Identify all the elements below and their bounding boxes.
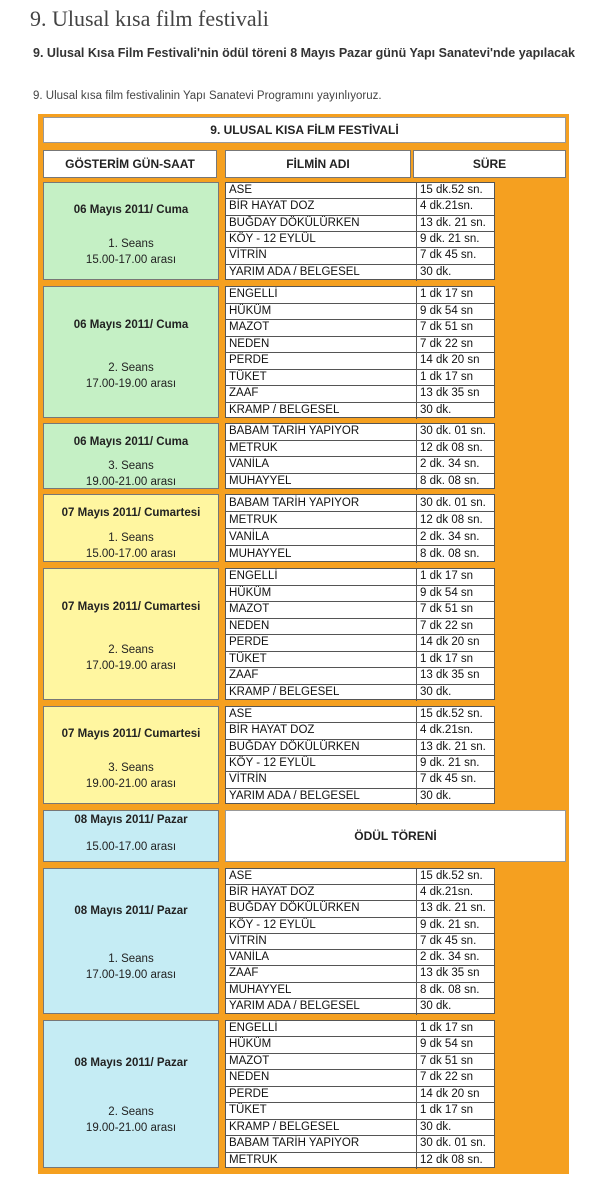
film-duration: 30 dk. (420, 789, 452, 802)
film-duration: 7 dk 51 sn (420, 321, 474, 333)
film-duration: 8 dk. 08 sn. (420, 474, 480, 487)
film-list (225, 423, 495, 489)
film-duration: 1 dk 17 sn (420, 370, 474, 383)
film-name: BİR HAYAT DOZ (226, 723, 417, 738)
film-name: TÜKET (226, 1103, 417, 1118)
award-ceremony: ÖDÜL TÖRENİ (225, 810, 566, 862)
film-name: MUHAYYEL (226, 983, 417, 998)
film-row (226, 304, 494, 321)
film-duration: 15 dk.52 sn. (420, 870, 483, 882)
schedule-table-title: 9. ULUSAL KISA FİLM FESTİVALİ (43, 117, 566, 143)
film-duration: 7 dk 51 sn (420, 1054, 474, 1067)
film-row (226, 424, 494, 441)
session-hours: 19.00-21.00 arası (85, 1122, 177, 1134)
film-duration: 30 dk. 01 sn. (420, 425, 486, 437)
film-row (226, 474, 494, 491)
session-cell (43, 494, 219, 562)
film-name: BUĞDAY DÖKÜLÜRKEN (226, 901, 417, 916)
film-duration: 14 dk 20 sn (420, 1087, 480, 1100)
film-name: KÖY - 12 EYLÜL (226, 232, 417, 247)
film-duration: 13 dk 35 sn (420, 967, 480, 980)
film-row (226, 320, 494, 337)
film-row (226, 183, 494, 199)
film-duration: 30 dk. (420, 999, 452, 1012)
session-date: 08 Mayıs 2011/ Pazar (74, 905, 188, 917)
film-row (226, 1054, 494, 1070)
film-duration: 9 dk 54 sn (420, 1038, 474, 1051)
film-name: BUĞDAY DÖKÜLÜRKEN (226, 740, 417, 755)
film-row (226, 512, 494, 529)
film-name: ASE (226, 869, 417, 884)
film-row (226, 869, 494, 885)
film-row (226, 353, 494, 370)
film-duration: 9 dk. 21 sn. (420, 756, 480, 769)
film-name: PERDE (226, 1087, 417, 1102)
film-row (226, 403, 494, 420)
film-name: MUHAYYEL (226, 546, 417, 563)
page-title: 9. Ulusal kısa film festivali (30, 6, 269, 31)
film-row (226, 199, 494, 215)
session-hours: 15.00-17.00 arası (85, 254, 177, 266)
session-date: 06 Mayıs 2011/ Cuma (73, 319, 189, 331)
film-duration: 7 dk 45 sn. (420, 249, 477, 262)
film-duration: 15 dk.52 sn. (420, 708, 483, 720)
film-row (226, 635, 494, 652)
film-duration: 13 dk. 21 sn. (420, 902, 486, 915)
film-row (226, 216, 494, 232)
film-list (225, 568, 495, 700)
session-cell (43, 286, 219, 418)
film-name: KÖY - 12 EYLÜL (226, 918, 417, 933)
film-name: VANİLA (226, 529, 417, 545)
film-row (226, 546, 494, 563)
film-name: TÜKET (226, 652, 417, 668)
film-name: ASE (226, 183, 417, 198)
film-duration: 30 dk. 01 sn. (420, 1137, 486, 1150)
film-duration: 13 dk. 21 sn. (420, 216, 486, 229)
film-row (226, 586, 494, 603)
film-name: YARIM ADA / BELGESEL (226, 265, 417, 281)
film-name: TÜKET (226, 370, 417, 386)
film-name: BİR HAYAT DOZ (226, 199, 417, 214)
header-duration: SÜRE (413, 150, 566, 178)
film-duration: 2 dk. 34 sn. (420, 951, 480, 964)
session-cell (43, 868, 219, 1014)
film-duration: 9 dk. 21 sn. (420, 232, 480, 245)
film-list (225, 286, 495, 418)
film-name: MAZOT (226, 602, 417, 618)
film-name: NEDEN (226, 619, 417, 635)
film-duration: 12 dk 08 sn. (420, 514, 483, 526)
session-number: 1. Seans (108, 238, 154, 250)
film-row (226, 265, 494, 281)
session-date: 06 Mayıs 2011/ Cuma (73, 204, 189, 216)
film-row (226, 1120, 494, 1136)
film-row (226, 901, 494, 917)
session-hours: 17.00-19.00 arası (85, 660, 177, 672)
film-duration: 1 dk 17 sn (420, 1022, 474, 1034)
film-duration: 14 dk 20 sn (420, 354, 480, 366)
film-duration: 9 dk. 21 sn. (420, 918, 480, 931)
film-name: BABAM TARİH YAPIYOR (226, 495, 417, 511)
session-hours: 19.00-21.00 arası (85, 476, 177, 488)
film-duration: 14 dk 20 sn (420, 636, 480, 648)
session-hours: 17.00-19.00 arası (85, 969, 177, 981)
film-name: ZAAF (226, 668, 417, 684)
film-name: BABAM TARİH YAPIYOR (226, 424, 417, 440)
film-row (226, 772, 494, 788)
film-list (225, 868, 495, 1014)
film-name: KRAMP / BELGESEL (226, 403, 417, 420)
film-list (225, 1020, 495, 1168)
film-row (226, 1103, 494, 1119)
film-name: BİR HAYAT DOZ (226, 885, 417, 900)
film-name: YARIM ADA / BELGESEL (226, 999, 417, 1015)
film-duration: 1 dk 17 sn (420, 652, 474, 665)
film-row (226, 966, 494, 982)
film-duration: 30 dk. (420, 265, 452, 278)
film-duration: 15 dk.52 sn. (420, 184, 483, 196)
film-duration: 9 dk 54 sn (420, 586, 474, 599)
film-duration: 13 dk 35 sn (420, 669, 480, 681)
film-name: VİTRİN (226, 248, 417, 263)
film-row (226, 652, 494, 669)
header-time: GÖSTERİM GÜN-SAAT (43, 150, 217, 178)
session-cell (43, 423, 219, 489)
film-name: PERDE (226, 353, 417, 369)
film-row (226, 685, 494, 702)
session-hours: 19.00-21.00 arası (85, 778, 177, 790)
session-cell (43, 568, 219, 700)
film-duration: 4 dk.21sn. (420, 724, 474, 737)
film-duration: 7 dk 22 sn (420, 619, 474, 632)
film-name: VİTRİN (226, 772, 417, 787)
session-date: 08 Mayıs 2011/ Pazar (74, 1057, 188, 1069)
film-row (226, 918, 494, 934)
film-name: METRUK (226, 441, 417, 457)
film-name: PERDE (226, 635, 417, 651)
film-row (226, 668, 494, 685)
session-number: 2. Seans (108, 644, 154, 656)
film-name: HÜKÜM (226, 1037, 417, 1052)
film-duration: 13 dk. 21 sn. (420, 740, 486, 753)
film-name: METRUK (226, 1153, 417, 1169)
film-duration: 30 dk. (420, 685, 452, 698)
film-name: VANİLA (226, 457, 417, 473)
film-duration: 7 dk 45 sn. (420, 773, 477, 786)
film-row (226, 287, 494, 304)
film-duration: 8 dk. 08 sn. (420, 983, 480, 996)
film-name: ENGELLİ (226, 287, 417, 303)
film-name: ZAAF (226, 386, 417, 402)
film-duration: 1 dk 17 sn (420, 570, 474, 582)
film-name: KÖY - 12 EYLÜL (226, 756, 417, 771)
film-name: HÜKÜM (226, 586, 417, 602)
film-row (226, 1087, 494, 1103)
film-name: NEDEN (226, 1070, 417, 1085)
session-date: 07 Mayıs 2011/ Cumartesi (61, 728, 201, 740)
film-row (226, 756, 494, 772)
film-name: VİTRİN (226, 934, 417, 949)
film-row (226, 1021, 494, 1037)
film-name: ZAAF (226, 966, 417, 981)
film-row (226, 232, 494, 248)
film-row (226, 248, 494, 264)
film-row (226, 1037, 494, 1053)
film-row (226, 885, 494, 901)
film-duration: 4 dk.21sn. (420, 200, 474, 213)
session-hours: 15.00-17.00 arası (85, 841, 177, 853)
film-name: BABAM TARİH YAPIYOR (226, 1136, 417, 1151)
film-row (226, 1136, 494, 1152)
film-duration: 1 dk 17 sn (420, 288, 474, 300)
film-list (225, 182, 495, 280)
film-row (226, 370, 494, 387)
film-duration: 2 dk. 34 sn. (420, 531, 480, 543)
session-cell (43, 706, 219, 804)
film-duration: 30 dk. 01 sn. (420, 497, 486, 509)
film-name: MAZOT (226, 320, 417, 336)
film-row (226, 999, 494, 1015)
film-row (226, 983, 494, 999)
film-row (226, 337, 494, 354)
film-row (226, 529, 494, 546)
header-film: FİLMİN ADI (225, 150, 411, 178)
session-cell (43, 182, 219, 280)
film-row (226, 441, 494, 458)
film-row (226, 386, 494, 403)
film-row (226, 1070, 494, 1086)
film-duration: 8 dk. 08 sn. (420, 548, 480, 560)
film-duration: 7 dk 45 sn. (420, 934, 477, 947)
session-number: 1. Seans (108, 953, 154, 965)
film-row (226, 602, 494, 619)
film-duration: 30 dk. (420, 403, 452, 416)
film-name: MUHAYYEL (226, 474, 417, 491)
film-name: YARIM ADA / BELGESEL (226, 789, 417, 805)
session-hours: 17.00-19.00 arası (85, 378, 177, 390)
film-duration: 4 dk.21sn. (420, 886, 474, 899)
film-duration: 30 dk. (420, 1120, 452, 1133)
session-date: 08 Mayıs 2011/ Pazar (74, 814, 188, 826)
film-name: METRUK (226, 512, 417, 528)
film-list (225, 706, 495, 804)
article-intro: 9. Ulusal kısa film festivalinin Yapı Sanatevi Programını yayınlıyoruz. (33, 90, 382, 102)
film-duration: 7 dk 22 sn (420, 1071, 474, 1084)
film-name: HÜKÜM (226, 304, 417, 320)
film-name: KRAMP / BELGESEL (226, 685, 417, 702)
session-number: 3. Seans (108, 460, 154, 472)
film-duration: 2 dk. 34 sn. (420, 458, 480, 470)
film-duration: 12 dk 08 sn. (420, 1153, 483, 1166)
film-duration: 7 dk 51 sn (420, 603, 474, 615)
session-number: 2. Seans (108, 1106, 154, 1118)
session-cell (43, 1020, 219, 1168)
film-row (226, 723, 494, 739)
film-duration: 13 dk 35 sn (420, 387, 480, 399)
film-name: ENGELLİ (226, 569, 417, 585)
film-duration: 9 dk 54 sn (420, 304, 474, 317)
film-row (226, 457, 494, 474)
film-name: ASE (226, 707, 417, 722)
film-name: NEDEN (226, 337, 417, 353)
film-name: MAZOT (226, 1054, 417, 1069)
film-row (226, 789, 494, 805)
session-date: 07 Mayıs 2011/ Cumartesi (61, 601, 201, 613)
film-list (225, 494, 495, 562)
film-row (226, 934, 494, 950)
session-date: 07 Mayıs 2011/ Cumartesi (61, 507, 201, 519)
session-hours: 15.00-17.00 arası (85, 548, 177, 560)
film-name: BUĞDAY DÖKÜLÜRKEN (226, 216, 417, 231)
film-row (226, 569, 494, 586)
film-row (226, 1153, 494, 1169)
session-number: 3. Seans (108, 762, 154, 774)
film-row (226, 619, 494, 636)
film-duration: 12 dk 08 sn. (420, 441, 483, 454)
film-row (226, 495, 494, 512)
film-name: KRAMP / BELGESEL (226, 1120, 417, 1135)
film-duration: 1 dk 17 sn (420, 1104, 474, 1117)
article-subtitle: 9. Ulusal Kısa Film Festivali'nin ödül töreni 8 Mayıs Pazar günü Yapı Sanatevi'nde yapılacak (33, 46, 576, 60)
session-date: 06 Mayıs 2011/ Cuma (73, 436, 189, 448)
session-number: 1. Seans (108, 532, 154, 544)
film-duration: 7 dk 22 sn (420, 337, 474, 350)
film-row (226, 740, 494, 756)
film-name: VANİLA (226, 950, 417, 965)
session-number: 2. Seans (108, 362, 154, 374)
film-row (226, 707, 494, 723)
film-name: ENGELLİ (226, 1021, 417, 1036)
film-row (226, 950, 494, 966)
session-cell (43, 810, 219, 862)
